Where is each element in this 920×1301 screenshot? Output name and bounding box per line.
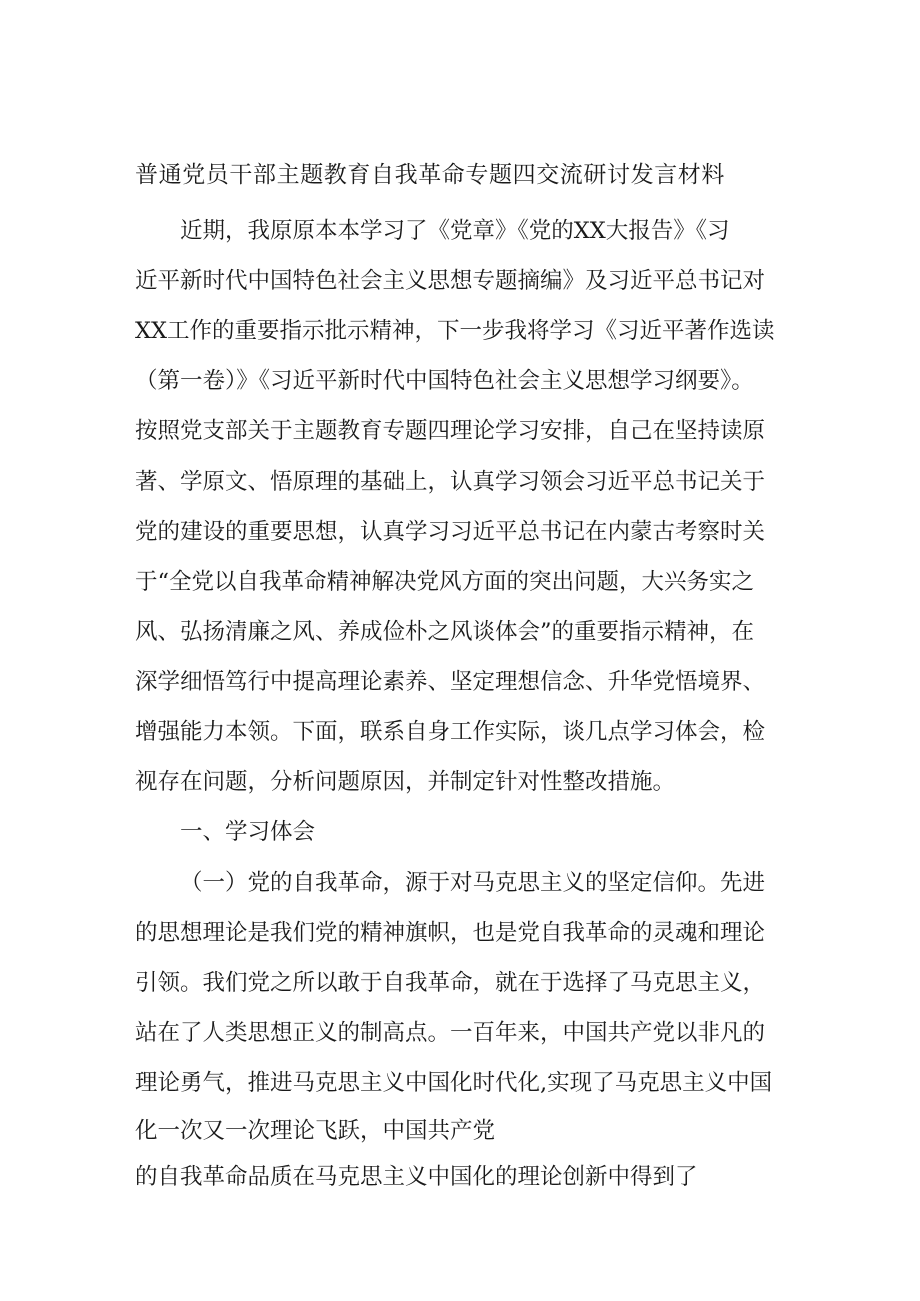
- body-line: 按照党支部关于主题教育专题四理论学习安排，自己在坚持读原: [135, 418, 766, 444]
- body-line: 理论勇气，推进马克思主义中国化时代化,实现了马克思主义中国: [135, 1070, 773, 1096]
- body-line: 风、弘扬清廉之风、养成俭朴之风谈体会”的重要指示精神，在: [135, 619, 755, 645]
- body-line: XX工作的重要指示批示精神，下一步我将学习《习近平著作选读: [135, 318, 775, 344]
- body-line: 增强能力本领。下面，联系自身工作实际，谈几点学习体会，检: [135, 719, 766, 745]
- body-line: 站在了人类思想正义的制高点。一百年来，中国共产党以非凡的: [135, 1020, 766, 1046]
- body-line: 化一次又一次理论飞跃，中国共产党: [135, 1118, 496, 1144]
- body-line: 党的建设的重要思想，认真学习习近平总书记在内蒙古考察时关: [135, 519, 766, 545]
- body-line: 于“全党以自我革命精神解决党风方面的突出问题，大兴务实之: [135, 569, 755, 595]
- body-line: 深学细悟笃行中提高理论素养、坚定理想信念、升华党悟境界、: [135, 669, 766, 695]
- body-line: （一）党的自我革命，源于对马克思主义的坚定信仰。先进: [180, 870, 766, 896]
- body-line: 的思想理论是我们党的精神旗帜，也是党自我革命的灵魂和理论: [135, 920, 766, 946]
- body-line: 近期，我原原本本学习了《党章》《党的XX大报告》《习: [180, 218, 730, 244]
- section-heading: 一、学习体会: [180, 819, 316, 845]
- body-line: （第一卷）》《习近平新时代中国特色社会主义思想学习纲要》。: [135, 368, 754, 394]
- body-line: 视存在问题，分析问题原因，并制定针对性整改措施。: [135, 769, 676, 795]
- document-title: 普通党员干部主题教育自我革命专题四交流研讨发言材料: [135, 162, 725, 188]
- body-line: 引领。我们党之所以敢于自我革命，就在于选择了马克思主义，: [135, 970, 766, 996]
- body-line: 近平新时代中国特色社会主义思想专题摘编》及习近平总书记对: [135, 268, 766, 294]
- body-line: 著、学原文、悟原理的基础上，认真学习领会习近平总书记关于: [135, 469, 766, 495]
- body-line: 的自我革命品质在马克思主义中国化的理论创新中得到了: [135, 1164, 698, 1190]
